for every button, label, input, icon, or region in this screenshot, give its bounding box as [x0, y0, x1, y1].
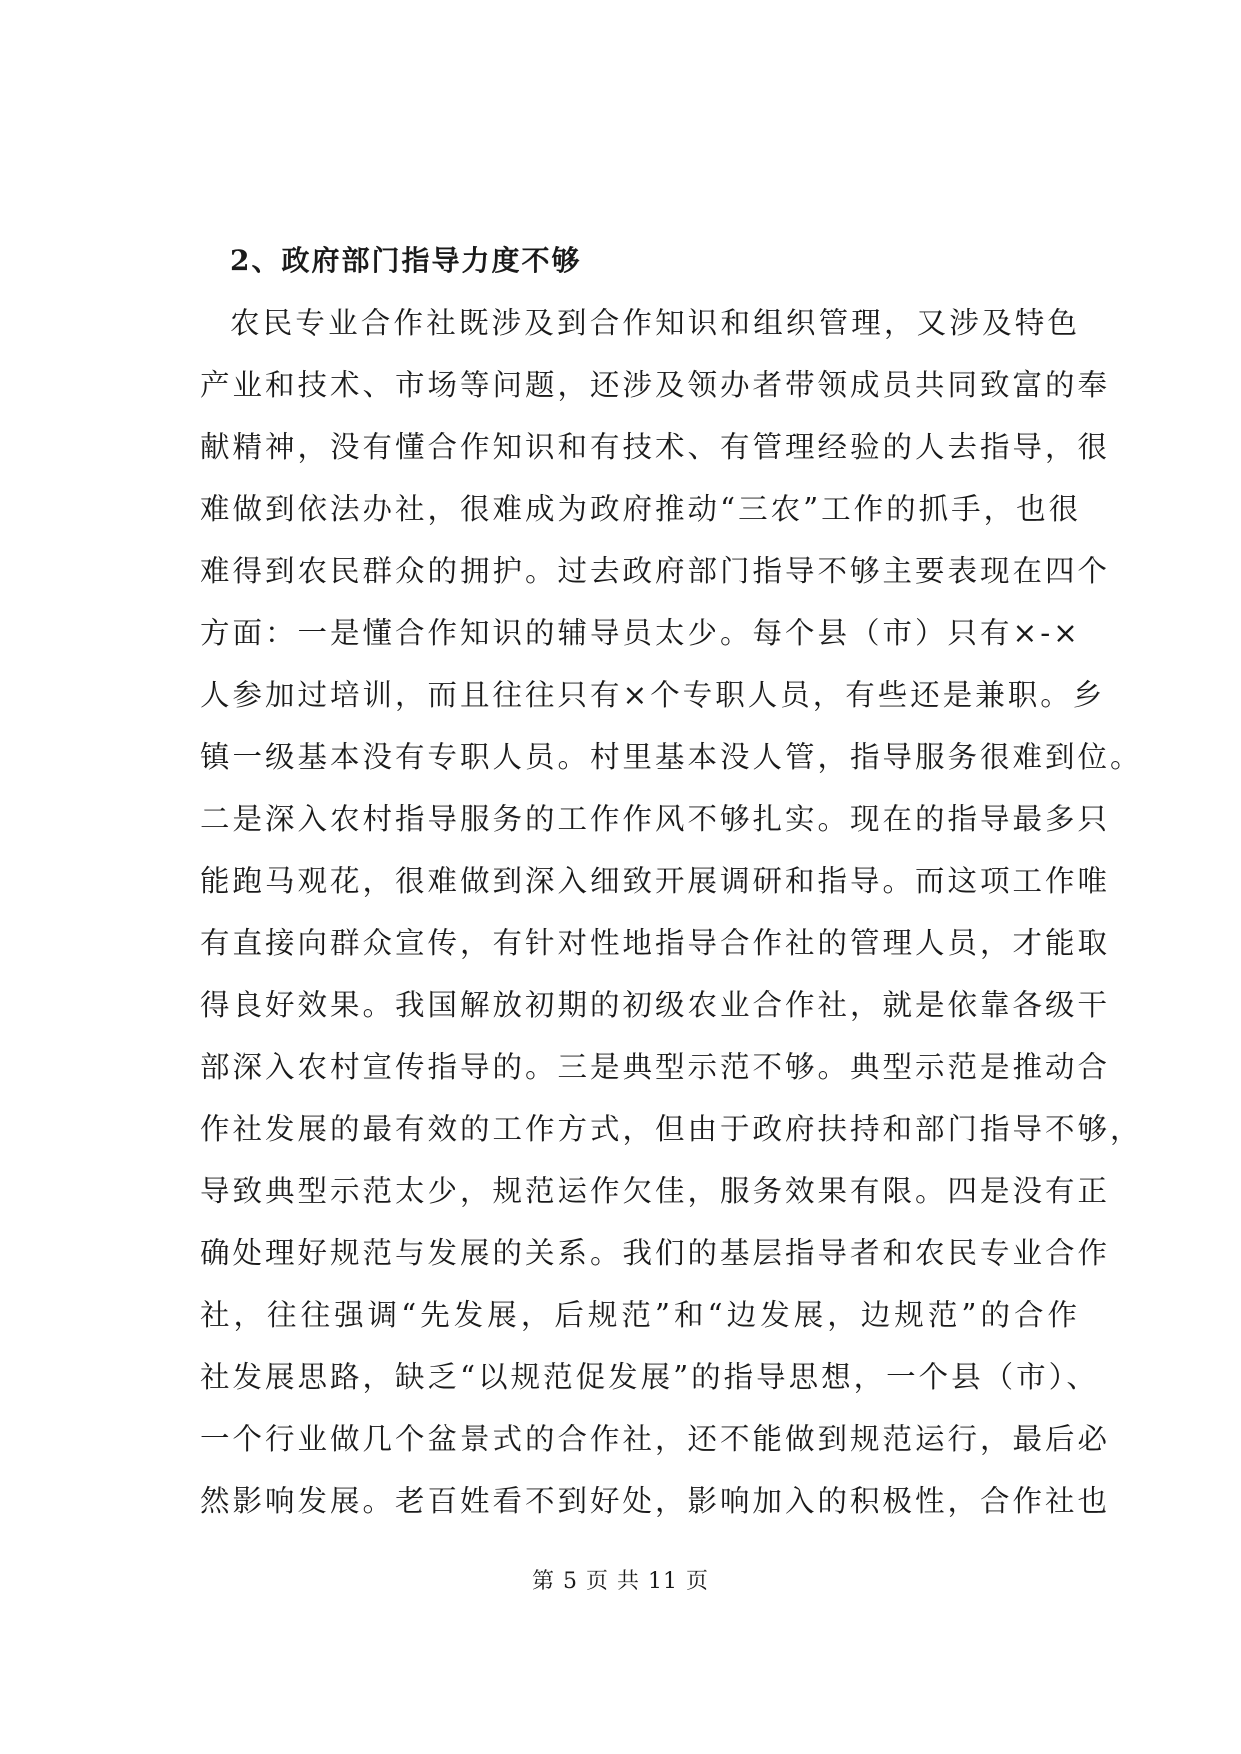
- paragraph-line: 然影响发展。老百姓看不到好处，影响加入的积极性，合作社也: [200, 1484, 1111, 1518]
- document-content: [200, 230, 1143, 1532]
- paragraph-line: 人参加过培训，而且往往只有×个专职人员，有些还是兼职。乡: [200, 678, 1106, 712]
- paragraph-line: 献精神，没有懂合作知识和有技术、有管理经验的人去指导，很: [200, 430, 1111, 464]
- paragraph-line: 难做到依法办社，很难成为政府推动“三农”工作的抓手，也很: [200, 492, 1082, 526]
- paragraph-line: 部深入农村宣传指导的。三是典型示范不够。典型示范是推动合: [200, 1050, 1111, 1084]
- paragraph-line: 能跑马观花，很难做到深入细致开展调研和指导。而这项工作唯: [200, 864, 1111, 898]
- paragraph-line: 农民专业合作社既涉及到合作知识和组织管理，又涉及特色: [230, 306, 1080, 340]
- paragraph-line: 导致典型示范太少，规范运作欠佳，服务效果有限。四是没有正: [200, 1174, 1111, 1208]
- body-paragraph: [200, 292, 1143, 1532]
- paragraph-line: 镇一级基本没有专职人员。村里基本没人管，指导服务很难到位。: [200, 740, 1143, 774]
- section-heading: 2、政府部门指导力度不够: [230, 244, 582, 277]
- paragraph-line: 产业和技术、市场等问题，还涉及领办者带领成员共同致富的奉: [200, 368, 1111, 402]
- page-number-footer: 第 5 页 共 11 页: [532, 1569, 709, 1594]
- paragraph-line: 确处理好规范与发展的关系。我们的基层指导者和农民专业合作: [200, 1236, 1111, 1270]
- paragraph-line: 作社发展的最有效的工作方式，但由于政府扶持和部门指导不够，: [200, 1112, 1143, 1146]
- paragraph-line: 社，往往强调“先发展，后规范”和“边发展，边规范”的合作: [200, 1298, 1080, 1332]
- paragraph-line: 社发展思路，缺乏“以规范促发展”的指导思想，一个县（市）、: [200, 1360, 1099, 1394]
- paragraph-line: 方面：一是懂合作知识的辅导员太少。每个县（市）只有×-×: [200, 616, 1081, 650]
- paragraph-line: 难得到农民群众的拥护。过去政府部门指导不够主要表现在四个: [200, 554, 1111, 588]
- paragraph-line: 一个行业做几个盆景式的合作社，还不能做到规范运行，最后必: [200, 1422, 1111, 1456]
- paragraph-line: 有直接向群众宣传，有针对性地指导合作社的管理人员，才能取: [200, 926, 1111, 960]
- paragraph-line: 得良好效果。我国解放初期的初级农业合作社，就是依靠各级干: [200, 988, 1111, 1022]
- paragraph-line: 二是深入农村指导服务的工作作风不够扎实。现在的指导最多只: [200, 802, 1111, 836]
